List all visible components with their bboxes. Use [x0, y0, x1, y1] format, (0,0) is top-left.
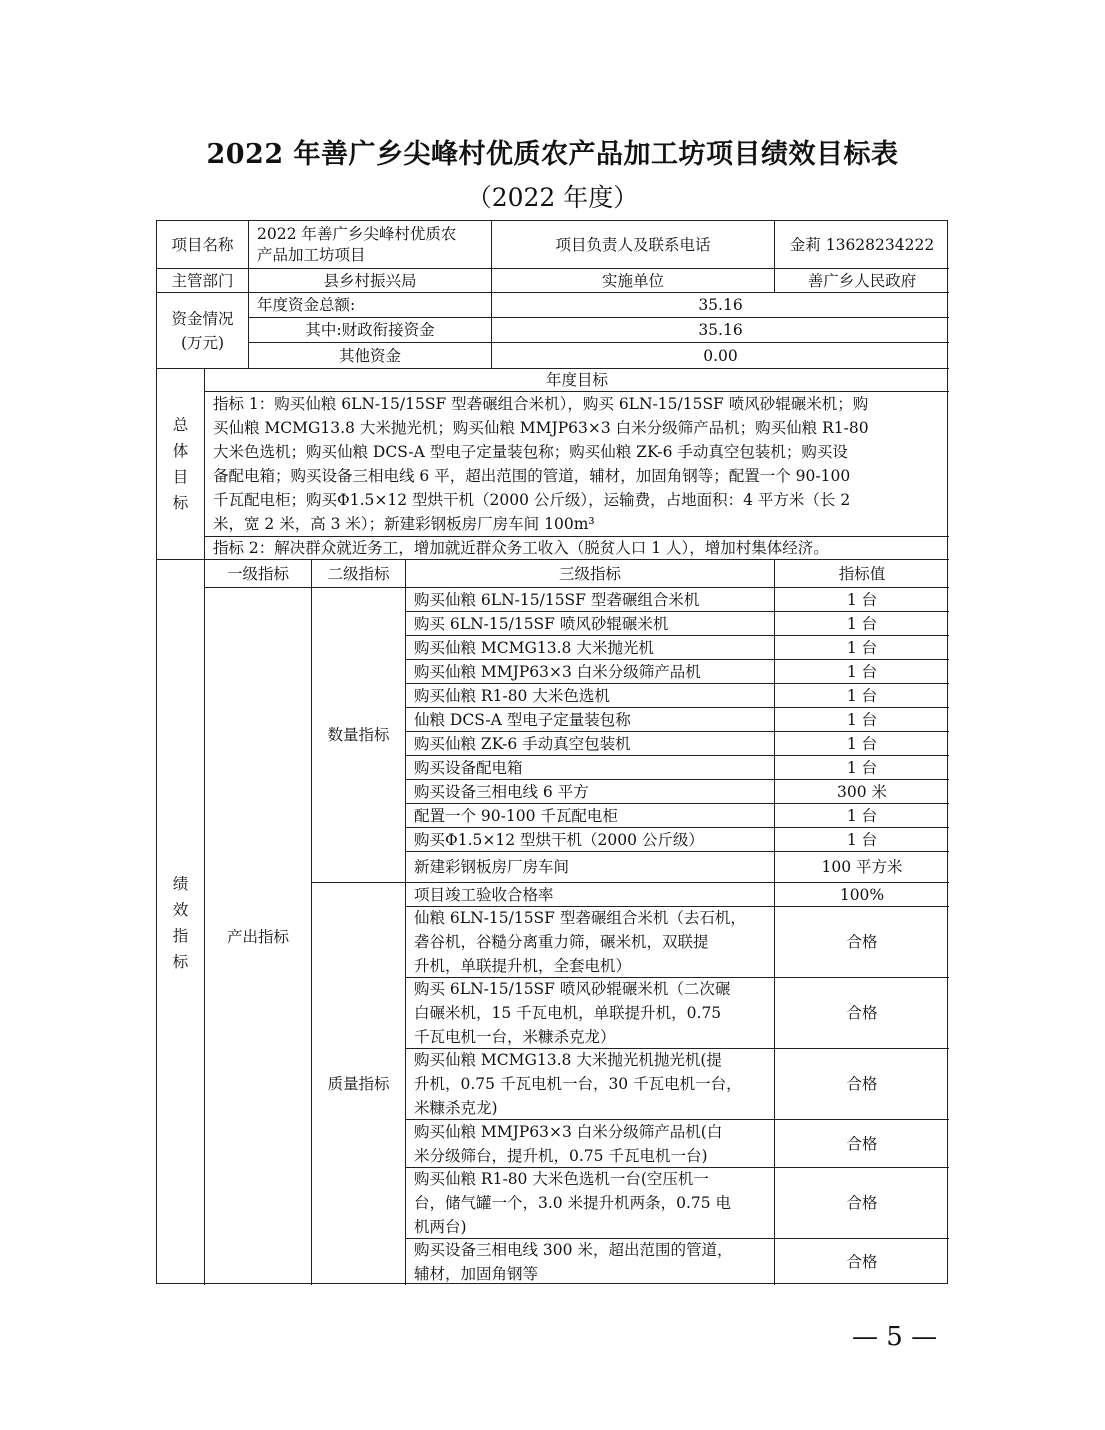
quantity-item: 购买 6LN-15/15SF 喷风砂辊碾米机 [406, 612, 775, 636]
dept-value: 县乡村振兴局 [249, 269, 492, 293]
quality-item-line: 仙粮 6LN-15/15SF 型砻碾组合米机（去石机， [414, 909, 746, 927]
quality-item-line: 升机，0.75 千瓦电机一台，30 千瓦电机一台， [414, 1075, 742, 1093]
quality-item-line: 购买仙粮 MCMG13.8 大米抛光机抛光机(提 [414, 1051, 722, 1069]
quality-item [406, 907, 775, 978]
performance-target-table [156, 220, 948, 1284]
col-header-value: 指标值 [775, 560, 949, 588]
quality-item-line: 升机，单联提升机，全套电机） [414, 957, 632, 975]
quality-indicator-label: 质量指标 [312, 883, 406, 1285]
quality-item [406, 1168, 775, 1239]
quantity-value: 1 台 [775, 636, 949, 660]
col-header-level3: 三级指标 [406, 560, 775, 588]
quality-item [406, 1120, 775, 1168]
funds-fiscal-value: 35.16 [492, 318, 949, 343]
quantity-value: 100 平方米 [775, 852, 949, 883]
perf-side-label [157, 560, 205, 1285]
dept-label: 主管部门 [157, 269, 249, 293]
funds-label-line1: 资金情况 [171, 309, 234, 328]
quantity-item: 购买设备三相电线 6 平方 [406, 780, 775, 804]
goal-1 [205, 392, 949, 537]
quality-item-line: 米糠杀克龙) [414, 1099, 498, 1117]
goals-side-char: 标 [172, 494, 189, 512]
goals-side-char: 目 [172, 468, 189, 486]
quality-item-line: 台，储气罐一个，3.0 米提升机两条，0.75 电 [414, 1194, 732, 1212]
quality-item-line: 购买仙粮 MMJP63×3 白米分级筛产品机(白 [414, 1122, 723, 1141]
contact-label: 项目负责人及联系电话 [492, 221, 775, 269]
perf-side-char: 效 [172, 900, 189, 919]
goal-2: 指标 2：解决群众就近务工，增加就近群众务工收入（脱贫人口 1 人），增加村集体经济。 [205, 537, 949, 560]
quality-item-line: 米分级筛台，提升机，0.75 千瓦电机一台) [414, 1146, 708, 1165]
quality-item-line: 辅材，加固角钢等 [414, 1265, 539, 1283]
quality-value: 合格 [775, 907, 949, 978]
contact-value: 金莉 13628234222 [775, 221, 949, 269]
funds-total-value: 35.16 [492, 293, 949, 318]
quantity-item: 仙粮 DCS-A 型电子定量装包称 [406, 708, 775, 732]
quantity-value: 1 台 [775, 708, 949, 732]
funds-label-line2: (万元) [180, 333, 225, 352]
quantity-value: 1 台 [775, 756, 949, 780]
quantity-indicator-label: 数量指标 [312, 588, 406, 883]
quantity-value: 1 台 [775, 684, 949, 708]
quality-item [406, 883, 775, 907]
project-name-line1: 2022 年善广乡尖峰村优质农 [257, 224, 457, 243]
quality-value: 合格 [775, 1120, 949, 1168]
quantity-item: 购买Φ1.5×12 型烘干机（2000 公斤级） [406, 828, 775, 852]
level1-output: 产出指标 [205, 588, 312, 1285]
quality-item-line: 白碾米机，15 千瓦电机，单联提升机，0.75 [414, 1004, 722, 1022]
impl-label: 实施单位 [492, 269, 775, 293]
goals-header: 年度目标 [205, 369, 949, 392]
quality-item [406, 978, 775, 1049]
quality-value: 合格 [775, 978, 949, 1049]
quality-item [406, 1239, 775, 1285]
project-name-value [249, 221, 492, 269]
perf-side-char: 标 [172, 952, 189, 971]
col-header-level1: 一级指标 [205, 560, 312, 588]
quality-value: 合格 [775, 1168, 949, 1239]
quantity-value: 1 台 [775, 588, 949, 612]
quantity-value: 1 台 [775, 612, 949, 636]
goal-1-line: 备配电箱；购买设备三相电线 6 平，超出范围的管道，辅材，加固角钢等；配置一个 90-100 [213, 467, 851, 485]
quality-item-line: 购买 6LN-15/15SF 喷风砂辊碾米机（二次碾 [414, 980, 731, 998]
project-name-line2: 产品加工坊项目 [257, 245, 366, 264]
page-subtitle: （2022 年度） [466, 183, 639, 212]
quantity-value: 1 台 [775, 660, 949, 684]
perf-side-char: 指 [172, 926, 189, 945]
quantity-item: 购买仙粮 MMJP63×3 白米分级筛产品机 [406, 660, 775, 684]
quantity-item: 新建彩钢板房厂房车间 [406, 852, 775, 883]
goal-1-line: 千瓦配电柜；购买Φ1.5×12 型烘干机（2000 公斤级），运输费，占地面积：4 平方米（长 2 [213, 491, 851, 509]
goals-side-label [157, 369, 205, 560]
quality-value: 合格 [846, 1253, 878, 1271]
quality-item [406, 1049, 775, 1120]
quality-value: 100% [775, 883, 949, 907]
quantity-item: 购买仙粮 ZK-6 手动真空包装机 [406, 732, 775, 756]
quality-item-line: 机两台) [414, 1218, 467, 1236]
quantity-value: 1 台 [775, 732, 949, 756]
goal-1-line: 买仙粮 MCMG13.8 大米抛光机；购买仙粮 MMJP63×3 白米分级筛产品机；购买仙粮 R1-80 [213, 419, 869, 437]
quality-item-line: 购买仙粮 R1-80 大米色选机一台(空压机一 [414, 1170, 709, 1188]
quality-item-line: 砻谷机，谷糙分离重力筛，碾米机，双联提 [414, 933, 709, 951]
page-number: — 5 — [852, 1322, 938, 1352]
perf-side-char: 绩 [172, 874, 189, 893]
quantity-value: 1 台 [775, 828, 949, 852]
funds-other-label: 其他资金 [249, 343, 492, 369]
quantity-value: 300 米 [775, 780, 949, 804]
quantity-item: 购买仙粮 R1-80 大米色选机 [406, 684, 775, 708]
quantity-item: 购买仙粮 6LN-15/15SF 型砻碾组合米机 [406, 588, 775, 612]
impl-value: 善广乡人民政府 [775, 269, 949, 293]
goal-1-line: 大米色选机；购买仙粮 DCS-A 型电子定量装包称；购买仙粮 ZK-6 手动真空包装机；购买设 [213, 443, 848, 461]
quality-item-line: 千瓦电机一台，米糠杀克龙） [414, 1028, 616, 1046]
funds-other-value: 0.00 [492, 343, 949, 369]
quality-item-line: 购买设备三相电线 300 米，超出范围的管道， [414, 1241, 733, 1259]
goals-side-char: 总 [172, 416, 189, 434]
goal-1-line: 米，宽 2 米，高 3 米）；新建彩钢板房厂房车间 100m³ [213, 515, 595, 533]
quantity-value: 1 台 [775, 804, 949, 828]
col-header-level2: 二级指标 [312, 560, 406, 588]
quantity-item: 购买仙粮 MCMG13.8 大米抛光机 [406, 636, 775, 660]
quality-item-line: 项目竣工验收合格率 [414, 885, 554, 904]
goals-side-char: 体 [172, 442, 189, 460]
funds-total-label: 年度资金总额: [249, 293, 492, 318]
funds-label [157, 293, 249, 369]
project-name-label: 项目名称 [157, 221, 249, 269]
quantity-item: 购买设备配电箱 [406, 756, 775, 780]
goal-1-line: 指标 1：购买仙粮 6LN-15/15SF 型砻碾组合米机），购买 6LN-15/15SF 喷风砂辊碾米机；购 [213, 395, 869, 413]
funds-fiscal-label: 其中:财政衔接资金 [249, 318, 492, 343]
quality-value: 合格 [775, 1049, 949, 1120]
page-title: 2022 年善广乡尖峰村优质农产品加工坊项目绩效目标表 [206, 139, 899, 170]
quantity-item: 配置一个 90-100 千瓦配电柜 [406, 804, 775, 828]
